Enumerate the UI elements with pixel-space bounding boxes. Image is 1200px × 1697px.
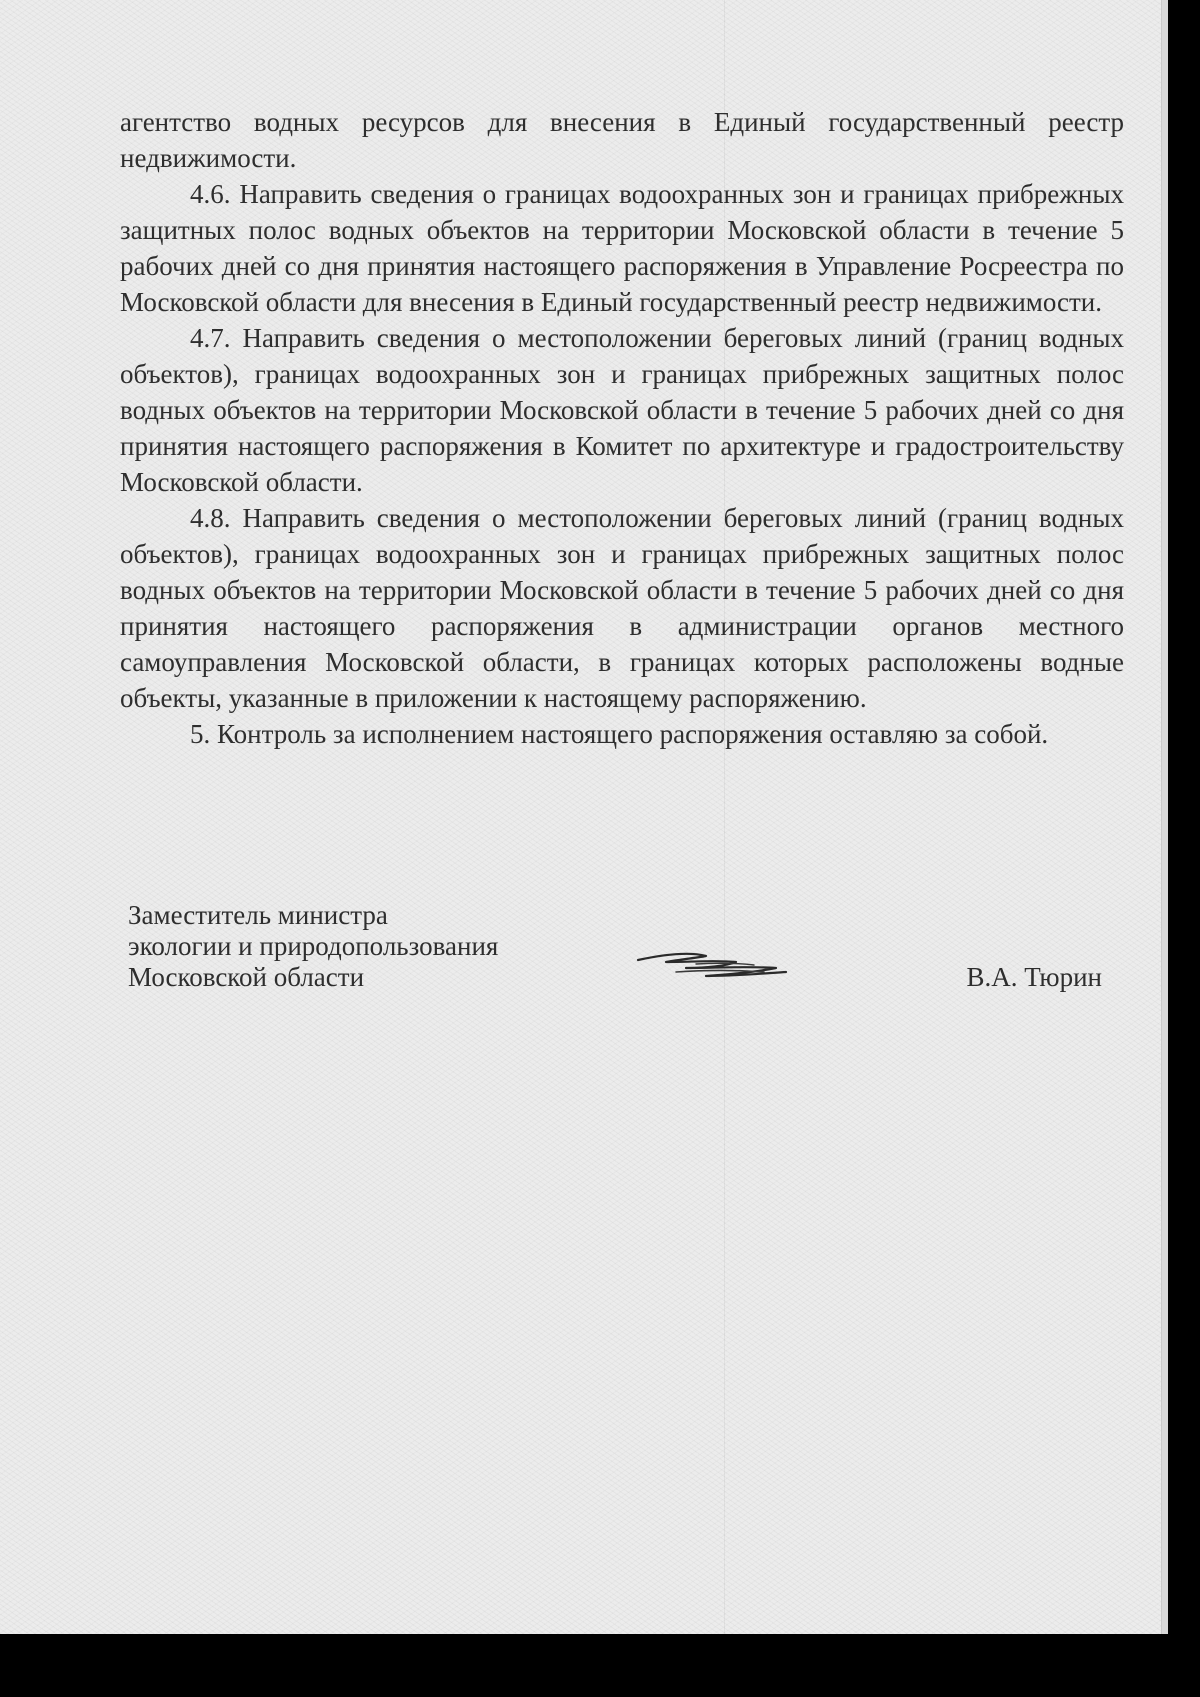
- paragraph-4-7: 4.7. Направить сведения о местоположении береговых линий (границ водных объектов), границах водоохранных зон и границах прибрежных защитных полос водных объектов на территории Московской области в течение 5 рабочих дней со дня принятия настоящего распоряжения в Комитет по архитектуре и градостроительству Московской области.: [120, 323, 1124, 497]
- handwritten-signature-icon: [636, 946, 796, 986]
- paragraph-5: 5. Контроль за исполнением настоящего распоряжения оставляю за собой.: [190, 719, 1049, 749]
- paragraph-continuation: агентство водных ресурсов для внесения в Единый государственный реестр недвижимости.: [120, 107, 1124, 173]
- document-body: [120, 104, 1124, 752]
- signer-position-line: Московской области: [128, 962, 365, 992]
- signer-name: В.А. Тюрин: [966, 962, 1102, 992]
- page-edge: [1161, 0, 1168, 1634]
- signer-position: [128, 900, 558, 993]
- paragraph-4-6: 4.6. Направить сведения о границах водоохранных зон и границах прибрежных защитных полос водных объектов на территории Московской области в течение 5 рабочих дней со дня принятия настоящего распоряжения в Управление Росреестра по Московской области для внесения в Единый государственный реестр недвижимости.: [120, 179, 1124, 317]
- paragraph-4-8: 4.8. Направить сведения о местоположении береговых линий (границ водных объектов), границах водоохранных зон и границах прибрежных защитных полос водных объектов на территории Московской области в течение 5 рабочих дней со дня принятия настоящего распоряжения в администрации органов местного самоуправления Московской области, в границах которых расположены водные объекты, указанные в приложении к настоящему распоряжению.: [120, 503, 1124, 713]
- signer-position-line: Заместитель министра: [128, 900, 388, 930]
- signature-block: [128, 900, 1118, 1000]
- signer-position-line: экологии и природопользования: [128, 931, 499, 961]
